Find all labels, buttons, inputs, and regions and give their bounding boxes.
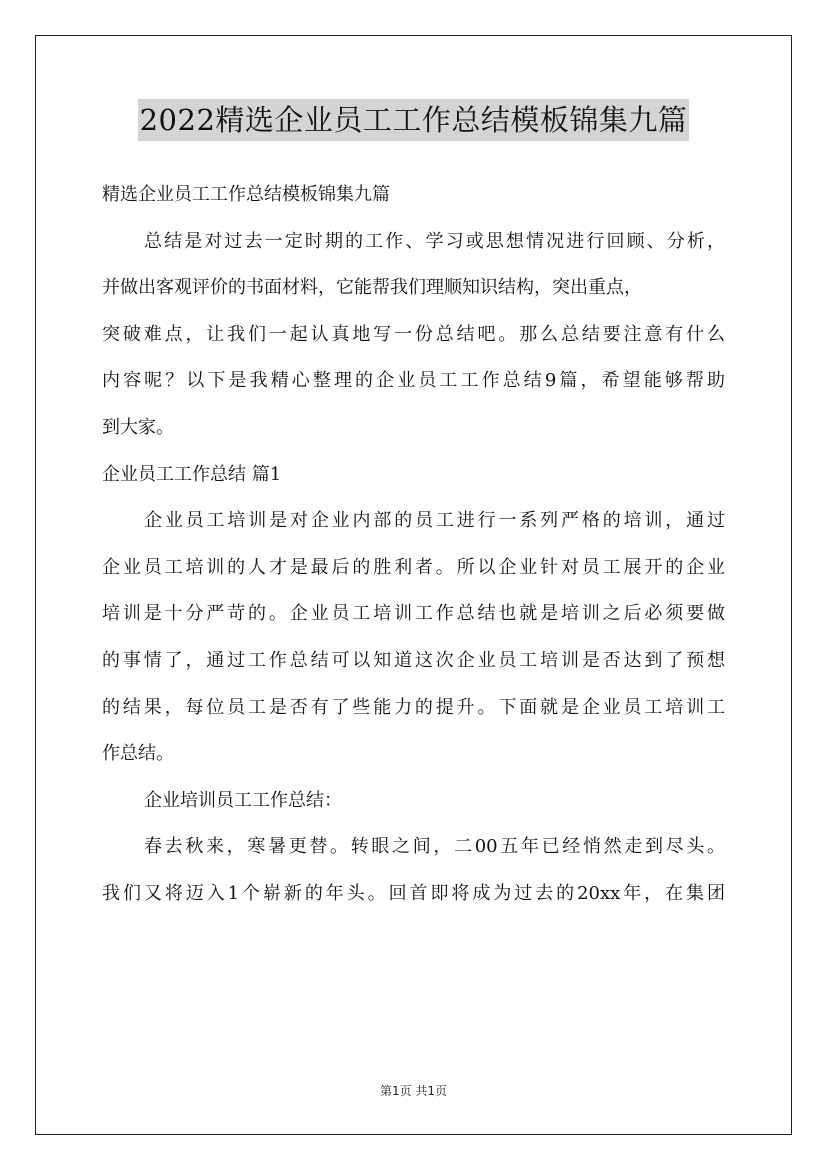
text-line: 到大家。	[102, 416, 174, 438]
text-line: 企业培训员工工作总结：	[144, 789, 342, 811]
text-line: 精选企业员工工作总结模板锦集九篇	[102, 184, 390, 205]
title-container	[0, 99, 827, 141]
text-line: 我们又将迈入1个崭新的年头。回首即将成为过去的20xx年，在集团	[102, 882, 725, 904]
text-line: 的事情了，通过工作总结可以知道这次企业员工培训是否达到了预想	[102, 649, 725, 671]
text-line: 突破难点，让我们一起认真地写一份总结吧。那么总结要注意有什么	[102, 323, 725, 345]
text-line: 企业员工培训是对企业内部的员工进行一系列严格的培训，通过	[144, 510, 725, 532]
text-line: 内容呢？以下是我精心整理的企业员工工作总结9篇，希望能够帮助	[102, 370, 725, 392]
text-line: 企业员工工作总结 篇1	[102, 463, 282, 485]
text-line: 的结果，每位员工是否有了些能力的提升。下面就是企业员工培训工	[102, 696, 725, 718]
text-line: 培训是十分严苛的。企业员工培训工作总结也就是培训之后必须要做	[102, 603, 725, 625]
text-line: 并做出客观评价的书面材料，它能帮我们理顺知识结构，突出重点，	[102, 277, 642, 299]
document-title: 2022精选企业员工工作总结模板锦集九篇	[138, 99, 690, 141]
text-line: 总结是对过去一定时期的工作、学习或思想情况进行回顾、分析，	[144, 230, 725, 252]
page-footer: 第1页 共1页	[379, 1084, 448, 1098]
text-line: 作总结。	[102, 743, 174, 765]
text-line: 春去秋来，寒暑更替。转眼之间，二00五年已经悄然走到尽头。	[144, 836, 725, 858]
text-line: 企业员工培训的人才是最后的胜利者。所以企业针对员工展开的企业	[102, 556, 725, 578]
document-body	[102, 172, 742, 918]
